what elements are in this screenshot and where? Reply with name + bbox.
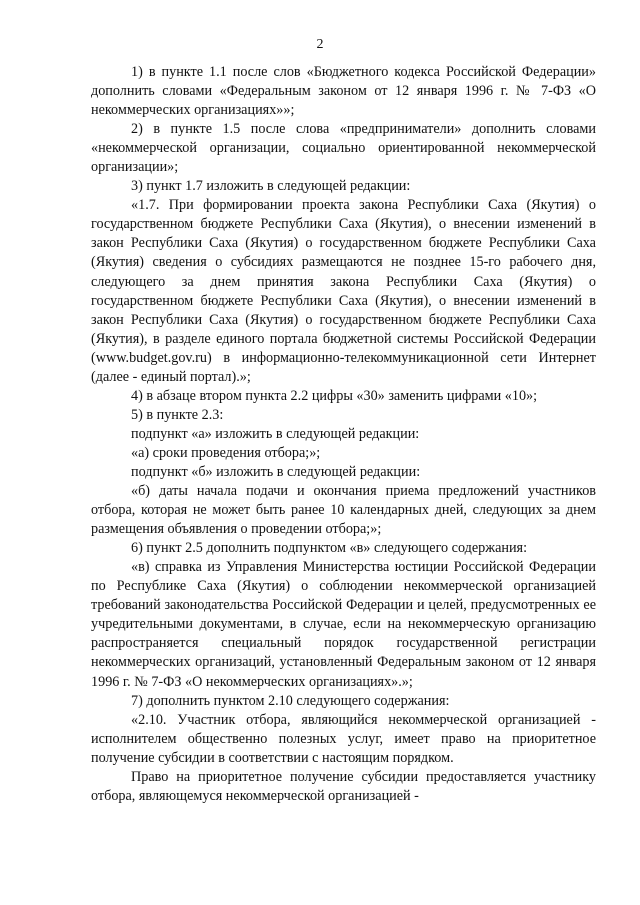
- document-body: [91, 63, 596, 806]
- page-number: 2: [316, 37, 324, 52]
- paragraph: 1) в пункте 1.1 после слов «Бюджетного кодекса Российской Федерации» дополнить словами «Федеральным законом от 12 января 1996 г. № 7-ФЗ «О некоммерческих организациях»»;: [91, 64, 596, 119]
- paragraph: 6) пункт 2.5 дополнить подпунктом «в» следующего содержания:: [131, 540, 528, 557]
- paragraph: подпункт «а» изложить в следующей редакции:: [131, 425, 420, 442]
- paragraph: 7) дополнить пунктом 2.10 следующего содержания:: [131, 692, 450, 709]
- paragraph: 2) в пункте 1.5 после слова «предприниматели» дополнить словами «некоммерческой организации, социально ориентированной некоммерческой организации»;: [91, 121, 596, 176]
- paragraph: подпункт «б» изложить в следующей редакции:: [131, 463, 421, 480]
- paragraph: «2.10. Участник отбора, являющийся некоммерческой организацией - исполнителем общественно полезных услуг, имеет право на приоритетное получение субсидии в соответствии с настоящим порядком.: [91, 711, 596, 766]
- paragraph: «а) сроки проведения отбора;»;: [131, 444, 321, 461]
- paragraph: «б) даты начала подачи и окончания приема предложений участников отбора, которая не может быть ранее 10 календарных дней, следующих за днем размещения объявления о проведении отбора;»;: [91, 483, 596, 538]
- paragraph: 5) в пункте 2.3:: [131, 406, 224, 423]
- paragraph: 3) пункт 1.7 изложить в следующей редакции:: [131, 178, 411, 195]
- paragraph: «1.7. При формировании проекта закона Республики Саха (Якутия) о государственном бюджете Республики Саха (Якутия), о внесении изменений в закон Республики Саха (Якутия) о государственном бюджете Республики Саха (Якутия) сведения о субсидиях размещаются не позднее 15-го рабочего дня, следующего за днем принятия закона Республики Саха (Якутия) о государственном бюджете Республики Саха (Якутия), о внесении изменений в закон Республики Саха (Якутия) о государственном бюджете Республики Саха (Якутия), в разделе единого портала бюджетной системы Российской Федерации (www.budget.gov.ru) в информационно-телекоммуникационной сети Интернет (далее - единый портал).»;: [91, 197, 596, 385]
- paragraph: Право на приоритетное получение субсидии предоставляется участнику отбора, являющемуся некоммерческой организацией -: [91, 768, 596, 804]
- paragraph: «в) справка из Управления Министерства юстиции Российской Федерации по Республике Саха (Якутия) о соблюдении некоммерческой организацией требований законодательства Российской Федерации и целей, предусмотренных ее учредительными документами, в случае, если на некоммерческую организацию распространяется специальный порядок государственной регистрации некоммерческих организаций, установленный Федеральным законом от 12 января 1996 г. № 7-ФЗ «О некоммерческих организациях».»;: [91, 559, 596, 690]
- paragraph: 4) в абзаце втором пункта 2.2 цифры «30» заменить цифрами «10»;: [131, 387, 538, 404]
